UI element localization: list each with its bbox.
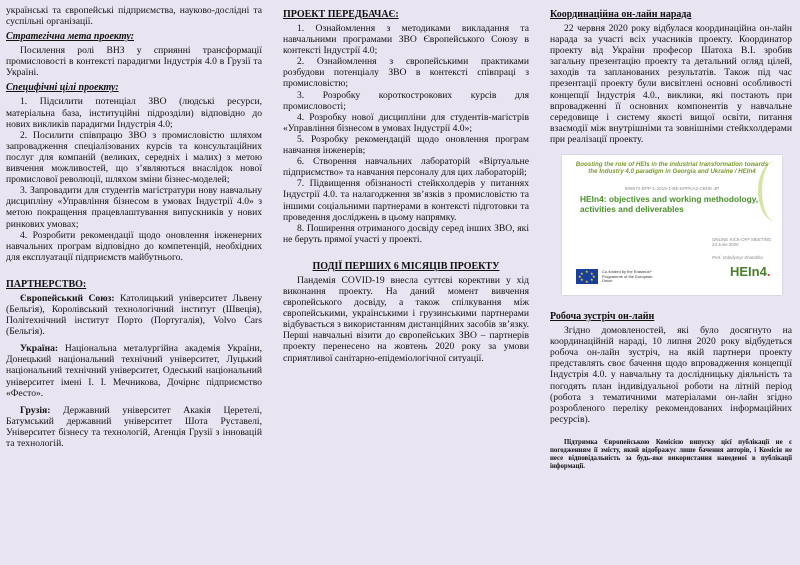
project-item-5: 5. Розробку рекомендацій щодо оновлення програм навчання інженерів; — [283, 133, 529, 157]
events-heading: ПОДІЇ ПЕРШИХ 6 МІСЯЦІВ ПРОЕКТУ — [312, 260, 500, 272]
project-item-2: 2. Ознайомлення з європейськими практиками розбудови потенціалу ЗВО в контексті співпраці з промисловістю; — [283, 56, 529, 90]
work-meeting-heading: Робоча зустріч он-лайн — [550, 311, 655, 323]
partner-ukraine-text: Національна металургійна академія України, Донецький національний технічний університет, Луцький національний технічний університет, Одеський національний університет імені І. І. Мечникова, Дочірнє підприємство «Фесто». — [6, 343, 262, 399]
partner-georgia-text: Державний університет Акакія Церетелі, Батумський державний університет Шота Руставелі, Університет бізнесу та технологій, Агенція Грузії з інновацій та технологій. — [6, 404, 262, 449]
specific-goal-4: 4. Розробити рекомендації щодо оновлення інженерних навчальних програм відповідно до компетенцій, необхідних для експлуатації підприємств майбутнього. — [6, 229, 262, 263]
project-item-3: 3. Розробку короткострокових курсів для промисловості; — [283, 89, 529, 112]
project-item-6: 6. Створення навчальних лабораторій «Віртуальне підприємство» та навчання персоналу для цих лабораторій; — [283, 156, 529, 179]
partner-eu-label: Європейський Союз: — [20, 292, 115, 304]
coordination-meeting-heading: Координаційна он-лайн нарада — [550, 9, 692, 20]
partner-georgia-label: Грузія: — [20, 404, 51, 416]
partner-ukraine — [6, 343, 262, 398]
specific-goals-heading: Специфічні цілі проекту: — [6, 82, 119, 94]
column-right — [550, 0, 792, 565]
project-includes-heading: ПРОЕКТ ПЕРЕДБАЧАЄ: — [283, 9, 399, 20]
partners-heading: ПАРТНЕРСТВО: — [6, 278, 87, 290]
slide-meeting-label: ONLINE KICK-OFF MEETING — [712, 237, 772, 243]
eu-disclaimer: Підтримка Європейською Комісією випуску цієї публікації не є погодженням її змісту, який відображує лише бачення авторів, і Комісія не несе відповідальність за будь-яке використання наведеної в публікації інформації. — [550, 438, 792, 470]
project-item-8: 8. Поширення отриманого досвіду серед інших ЗВО, які не беруть прямої участі у проекті. — [283, 222, 529, 245]
specific-goal-1: 1. Підсилити потенціал ЗВО (людські ресурси, матеріальна база, інституційні підрозділи) відповідно до нових викликів парадигми Індустрія 4.0; — [6, 96, 262, 130]
partner-georgia — [6, 405, 262, 449]
intro-text: українські та європейські підприємства, науково-дослідні та суспільні організації. — [6, 5, 262, 28]
slide-headline: HEIn4: objectives and working methodology, activities and deliverables — [580, 194, 759, 214]
coordination-meeting-text: 22 червня 2020 року відбулася координаційна он-лайн нарада за участі всіх учасників проекту. Координатор проекту від України професор Шатоха В.І. зробив загальну презентацію проекту та детальний огляд цілей, заходів та запланованих результатів. Також під час презентації проекту були висвітлені основні особливості концепції Індустрія 4.0., виклики, які постають при впровадженні її основних компонентів у навчальне середовище і систему якості вищої освіти, питання взаємодії між внутрішніми та зовнішніми стейкхолдерами при реалізації проекту. — [550, 23, 792, 145]
presentation-slide-image — [562, 155, 782, 295]
slide-author: Prof. Volodymyr Shatokha — [712, 255, 763, 261]
hein4-logo: HEIn4. — [730, 264, 771, 280]
column-left — [6, 0, 262, 565]
project-item-4: 4. Розробку нової дисципліни для студентів-магістрів «Управління бізнесом в умовах Індустрії 4.0»; — [283, 111, 529, 134]
partner-eu — [6, 293, 262, 337]
column-middle — [283, 0, 529, 565]
slide-meeting — [712, 237, 771, 247]
work-meeting-text: Згідно домовленостей, які було досягнуто на координаційній нараді, 10 липня 2020 року відбудеться робоча он-лайн зустріч, на якій партнери проекту представлять своє бачення щодо впровадження концепції Індустрія 4.0. у навчальну та дослідницьку діяльність та погодять план індивідуальної роботи на літній період (робота з тематичними матеріалами он-лайн згідно розробленого переліку рекомендованих інформаційних ресурсів). — [550, 325, 792, 425]
specific-goal-3: 3. Запровадити для студентів магістратури нову навчальну дисципліну «Управління бізнесом в умовах Індустрії 4.0» з метою покращення працевлаштування випускників у нових ринкових умовах; — [6, 185, 262, 230]
slide-meeting-date: 23 June 2020 — [712, 242, 739, 248]
goal-heading: Стратегічна мета проекту: — [6, 31, 134, 43]
slide-code: 609570-EPP-1-2019-1-BE-EPPKA2-CBHE-JP — [624, 186, 720, 192]
events-text: Пандемія COVID-19 внесла суттєві корективи у хід виконання проекту. На даний момент вивчення європейського досвіду, а також спілкування між європейськими, українськими і грузинськими партнерами відбувається з використанням дистанційних засобів зв’язку. Перші навчальні візити до європейських ЗВО – партнерів проекту перенесено на жовтень 2020 року за умови сприятливої санітарно-епідеміологічної ситуації. — [283, 274, 529, 364]
goal-text: Посилення ролі ВНЗ у сприянні трансформації промисловості в контексті парадигми Індустрія 4.0 в Грузії та Україні. — [6, 45, 262, 79]
slide-title: Boosting the role of HEIs in the industrial transformation towards the Industry 4.0 paradigm in Georgia and Ukraine / HEIn4 — [575, 161, 769, 176]
project-item-1: 1. Ознайомлення з методиками викладання та навчальними програмами ЗВО Європейського Союзу в контексті Індустрії 4.0; — [283, 23, 529, 57]
eu-flag-icon: ★ ★ ★ ★ ★ ★ ★ ★ — [576, 269, 598, 284]
project-item-7: 7. Підвищення обізнаності стейкхолдерів у питаннях Індустрії 4.0. та налагодження зв’язків з промисловістю та іншими соціальними партнерами в контексті підготовки та проведення досліджень в цьому напрямку. — [283, 178, 529, 223]
specific-goal-2: 2. Посилити співпрацю ЗВО з промисловістю шляхом запровадження спеціалізованих курсів та консультаційних послуг для компаній (великих, середніх і малих) з метою вивчення можливостей, що з’являються внаслідок нової промислової революції, шляхом зміни бізнес-моделей; — [6, 129, 262, 186]
partner-eu-text: Католицький університет Львену (Бельгія), Королівський технологічний інститут (Швеція), Політехнічний інститут Порто (Португалія), Volvo Cars (Бельгія). — [6, 292, 262, 338]
eu-cofunded-text: Co-funded by the Erasmus+ Programme of the European Union — [602, 269, 653, 284]
partner-ukraine-label: Україна: — [20, 343, 59, 355]
